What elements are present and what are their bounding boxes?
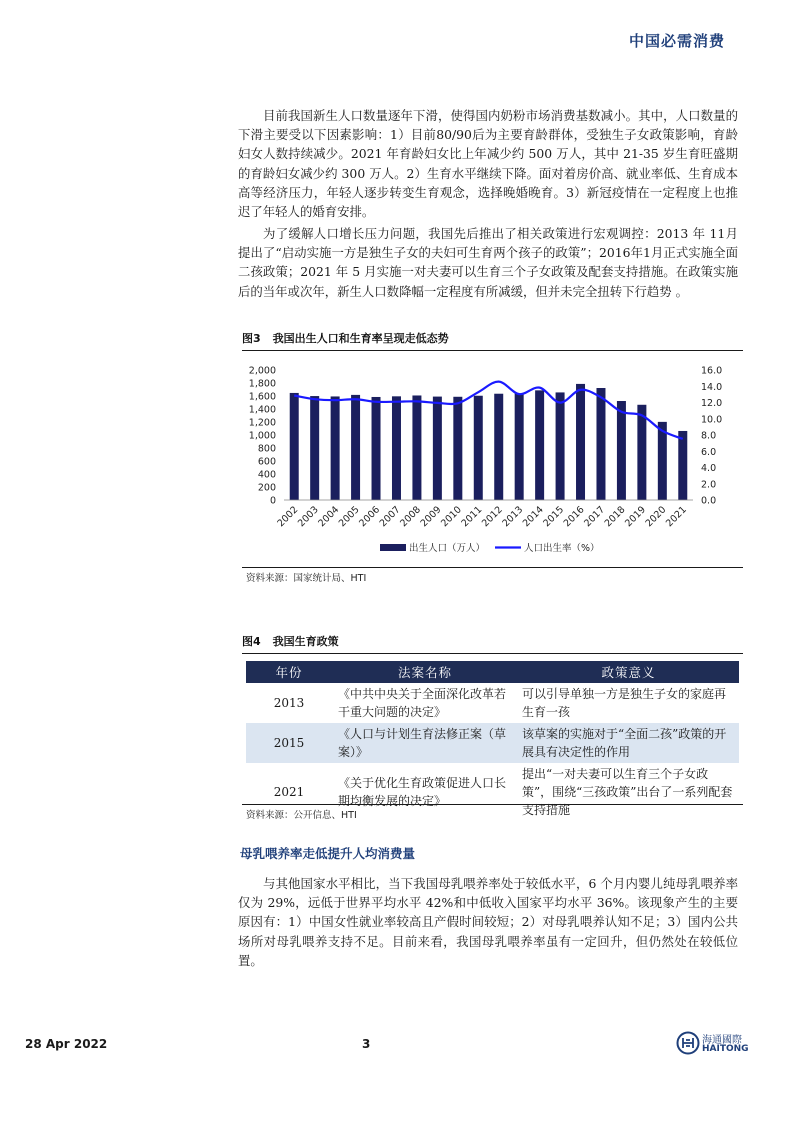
bar-birth-2006 — [372, 397, 381, 500]
bar-birth-2019 — [637, 405, 646, 500]
page-number: 3 — [362, 1037, 371, 1051]
header-law: 法案名称 — [332, 661, 518, 683]
y-right-tick-label: 8.0 — [701, 430, 717, 442]
y-right-tick-label: 4.0 — [701, 463, 717, 474]
x-tick-label: 2003 — [295, 504, 321, 530]
header-meaning: 政策意义 — [518, 661, 739, 683]
y-left-tick-label: 1,400 — [248, 404, 276, 416]
y-left-tick-label: 0 — [269, 495, 276, 507]
x-tick-label: 2002 — [275, 504, 301, 530]
x-tick-label: 2005 — [336, 504, 362, 530]
logo-text-en: HAITONG — [702, 1044, 749, 1054]
row-year: 2015 — [246, 723, 332, 763]
row-meaning: 提出“一对夫妻可以生育三个子女政策”，围绕“三孩政策”出台了一系列配套支持措施 — [518, 763, 739, 821]
x-tick-label: 2014 — [520, 504, 546, 530]
x-tick-label: 2012 — [479, 504, 505, 530]
table-row — [246, 723, 739, 763]
header-year: 年份 — [246, 661, 332, 683]
row-law: 《中共中央关于全面深化改革若干重大问题的决定》 — [332, 683, 518, 723]
x-tick-label: 2009 — [418, 504, 444, 530]
bar-birth-2016 — [576, 384, 585, 500]
row-year: 2013 — [246, 683, 332, 723]
x-tick-label: 2017 — [582, 504, 608, 530]
bar-birth-2012 — [494, 394, 503, 500]
y-right-tick-label: 2.0 — [701, 479, 717, 491]
row-law: 《人口与计划生育法修正案（草案）》 — [332, 723, 518, 763]
figure3-number: 图3 — [242, 332, 261, 345]
row-law: 《关于优化生育政策促进人口长期均衡发展的决定》 — [332, 763, 518, 821]
y-right-tick-label: 12.0 — [701, 398, 723, 409]
policy-table-header — [246, 661, 739, 683]
x-tick-label: 2013 — [500, 504, 526, 530]
bar-birth-2018 — [617, 401, 626, 500]
bar-birth-2002 — [290, 393, 299, 500]
bar-birth-2010 — [453, 397, 462, 500]
legend-bar-label: 出生人口（万人） — [409, 543, 486, 554]
haitong-logo — [676, 1031, 776, 1057]
section-title: 母乳喂养率走低提升人均消费量 — [240, 846, 416, 861]
x-tick-label: 2006 — [357, 504, 383, 530]
bar-birth-2014 — [535, 390, 544, 500]
y-right-tick-label: 16.0 — [701, 365, 723, 377]
birth-chart-svg — [242, 352, 743, 564]
logo-text-cn: 海通國際 — [702, 1035, 742, 1046]
y-right-tick-label: 0.0 — [701, 495, 717, 507]
footer-date: 28 Apr 2022 — [25, 1037, 108, 1051]
y-right-tick-label: 14.0 — [701, 381, 723, 393]
figure4-caption — [242, 633, 743, 654]
x-tick-label: 2021 — [664, 504, 689, 530]
figure3-caption — [242, 330, 743, 351]
paragraph-breastfeeding: 与其他国家水平相比，当下我国母乳喂养率处于较低水平，6 个月内婴儿纯母乳喂养率仅为 29%，远低于世界平均水平 42%和中低收入国家平均水平 36%。该现象产生的主要原因有：1）中国女性就业率较高且产假时间较短；2）对母乳喂养认知不足；3）国内公共场所对母乳喂养支持不足。目前来看，我国母乳喂养率虽有一定回升，但仍然处在较低位置。 — [238, 876, 738, 968]
haitong-logo-icon — [676, 1031, 700, 1055]
figure4-source: 资料来源：公开信息、HTI — [246, 810, 357, 821]
row-year: 2021 — [246, 763, 332, 821]
paragraph-population-decline: 目前我国新生人口数量逐年下滑，使得国内奶粉市场消费基数减小。其中，人口数量的下滑主要受以下因素影响：1）目前80/90后为主要育龄群体，受独生子女政策影响，育龄妇女人数持续减少。2021 年育龄妇女比上年减少约 500 万人，其中 21-35 岁生育旺盛期的育龄妇女减少约 300 万人。2）生育水平继续下降。面对着房价高、就业率低、生育成本高等经济压力，年轻人逐步转变生育观念，选择晚婚晚育。3）新冠疫情在一定程度上也推迟了年轻人的婚育安排。 — [238, 108, 738, 220]
y-left-tick-label: 600 — [257, 456, 276, 468]
y-left-tick-label: 1,000 — [248, 430, 276, 442]
figure4-source-rule — [242, 804, 743, 805]
y-left-tick-label: 1,600 — [248, 391, 276, 403]
birth-chart — [242, 352, 743, 564]
legend-bar-swatch — [380, 544, 406, 551]
x-tick-label: 2016 — [561, 504, 587, 530]
legend-line-label: 人口出生率（%） — [524, 543, 600, 554]
row-meaning: 可以引导单独一方是独生子女的家庭再生育一孩 — [518, 683, 739, 723]
paragraph-policy: 为了缓解人口增长压力问题，我国先后推出了相关政策进行宏观调控：2013 年 11月提出了“启动实施一方是独生子女的夫妇可生育两个孩子的政策”；2016年1月正式实施全面二孩政策；2021 年 5 月实施一对夫妻可以生育三个子女政策及配套支持措施。在政策实施后的当年或次年，新生人口数降幅一定程度有所减缓，但并未完全扭转下行趋势 。 — [238, 226, 738, 299]
bar-birth-2021 — [678, 431, 687, 500]
y-left-tick-label: 1,800 — [248, 378, 276, 390]
x-tick-label: 2018 — [602, 504, 628, 530]
table-row — [246, 683, 739, 723]
y-right-tick-label: 10.0 — [701, 414, 723, 426]
bar-birth-2004 — [331, 396, 340, 500]
x-tick-label: 2019 — [623, 504, 648, 530]
bar-birth-2005 — [351, 395, 360, 500]
x-tick-label: 2015 — [541, 504, 567, 530]
x-tick-label: 2010 — [439, 504, 464, 530]
figure3-source: 资料来源：国家统计局、HTI — [246, 573, 367, 584]
bar-birth-2008 — [412, 395, 421, 500]
y-left-tick-label: 2,000 — [248, 365, 276, 377]
bar-birth-2013 — [515, 393, 524, 500]
x-tick-label: 2011 — [459, 504, 485, 530]
x-tick-label: 2020 — [643, 504, 669, 530]
figure4-title: 我国生育政策 — [272, 635, 339, 648]
row-meaning: 该草案的实施对于“全面二孩”政策的开展具有决定性的作用 — [518, 723, 739, 763]
x-tick-label: 2008 — [398, 504, 424, 530]
bar-birth-2007 — [392, 396, 401, 500]
figure3-source-rule — [242, 567, 743, 568]
y-left-tick-label: 400 — [257, 469, 276, 481]
y-left-tick-label: 800 — [257, 443, 276, 455]
figure4-number: 图4 — [242, 635, 261, 648]
x-tick-label: 2004 — [316, 504, 342, 530]
bar-birth-2009 — [433, 397, 442, 500]
policy-table — [246, 661, 739, 821]
bar-birth-2015 — [556, 392, 565, 500]
bar-birth-2011 — [474, 396, 483, 500]
bar-birth-2017 — [596, 388, 605, 500]
bar-birth-2003 — [310, 396, 319, 500]
y-right-tick-label: 6.0 — [701, 446, 717, 458]
y-left-tick-label: 200 — [257, 482, 276, 494]
header-title: 中国必需消费 — [628, 32, 725, 50]
figure3-title: 我国出生人口和生育率呈现走低态势 — [272, 332, 449, 345]
x-tick-label: 2007 — [377, 504, 403, 530]
y-left-tick-label: 1,200 — [248, 417, 276, 429]
